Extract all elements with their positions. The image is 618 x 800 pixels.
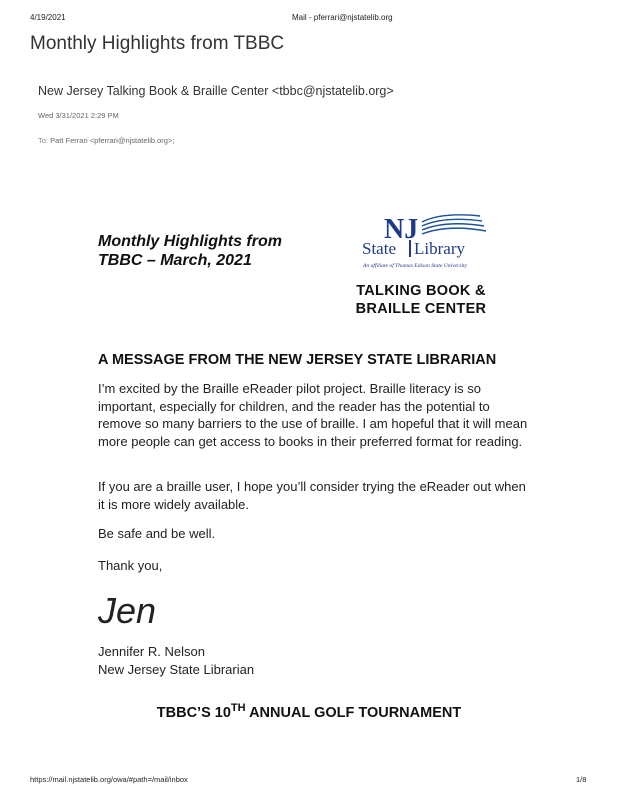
- nj-state-library-logo: [360, 210, 490, 272]
- tbbc-name: [338, 282, 504, 318]
- page-number: 1/8: [576, 775, 587, 784]
- logo-state-text: State: [362, 239, 396, 258]
- email-subject: Monthly Highlights from TBBC: [30, 33, 285, 54]
- recipient[interactable]: Patt Ferrari <pferrari@njstatelib.org>;: [50, 136, 175, 145]
- message-paragraph: I’m excited by the Braille eReader pilot project. Braille literacy is so important, especially for children, and the reader has the potential to remove so many barriers to the use of braille. I am hopeful that it will mean more people can get access to books in their preferred format for reading.: [98, 381, 528, 449]
- message-paragraph: If you are a braille user, I hope you’ll consider trying the eReader out when it is more widely available.: [98, 479, 526, 512]
- print-url: https://mail.njstatelib.org/owa/#path=/mail/inbox: [30, 775, 188, 784]
- golf-heading-pre: TBBC’S 10: [156, 705, 231, 721]
- email-recipients: [38, 136, 174, 145]
- signer-block: [98, 643, 254, 678]
- tbbc-name-line1: TALKING BOOK &: [356, 283, 486, 299]
- golf-heading-post: ANNUAL GOLF TOURNAMENT: [245, 705, 462, 721]
- email-sent-date: Wed 3/31/2021 2:29 PM: [38, 111, 119, 120]
- signer-name: Jennifer R. Nelson: [98, 644, 205, 659]
- newsletter-title: [98, 232, 318, 270]
- to-label: To:: [38, 136, 49, 145]
- tbbc-name-line2: BRAILLE CENTER: [355, 301, 487, 317]
- book-pages-icon: [422, 215, 486, 234]
- print-date: 4/19/2021: [30, 13, 66, 22]
- email-sender[interactable]: New Jersey Talking Book & Braille Center <tbbc@njstatelib.org>: [38, 84, 394, 98]
- golf-heading-sup: TH: [230, 702, 246, 714]
- logo-tagline: An affiliate of Thomas Edison State University: [363, 263, 468, 269]
- message-paragraph: Be safe and be well.: [98, 526, 216, 541]
- newsletter-title-line1: Monthly Highlights from: [98, 233, 282, 250]
- logo-library-text: Library: [414, 239, 465, 258]
- golf-tournament-heading: [0, 702, 618, 721]
- logo-nj-text: NJ: [384, 214, 419, 245]
- librarian-message-heading: A MESSAGE FROM THE NEW JERSEY STATE LIBRARIAN: [98, 352, 497, 368]
- newsletter-title-line2: TBBC – March, 2021: [98, 252, 252, 269]
- signature: Jen: [98, 590, 157, 631]
- message-closing: Thank you,: [98, 558, 163, 573]
- print-page-title: Mail - pferrari@njstatelib.org: [292, 13, 393, 22]
- signer-title: New Jersey State Librarian: [98, 661, 255, 677]
